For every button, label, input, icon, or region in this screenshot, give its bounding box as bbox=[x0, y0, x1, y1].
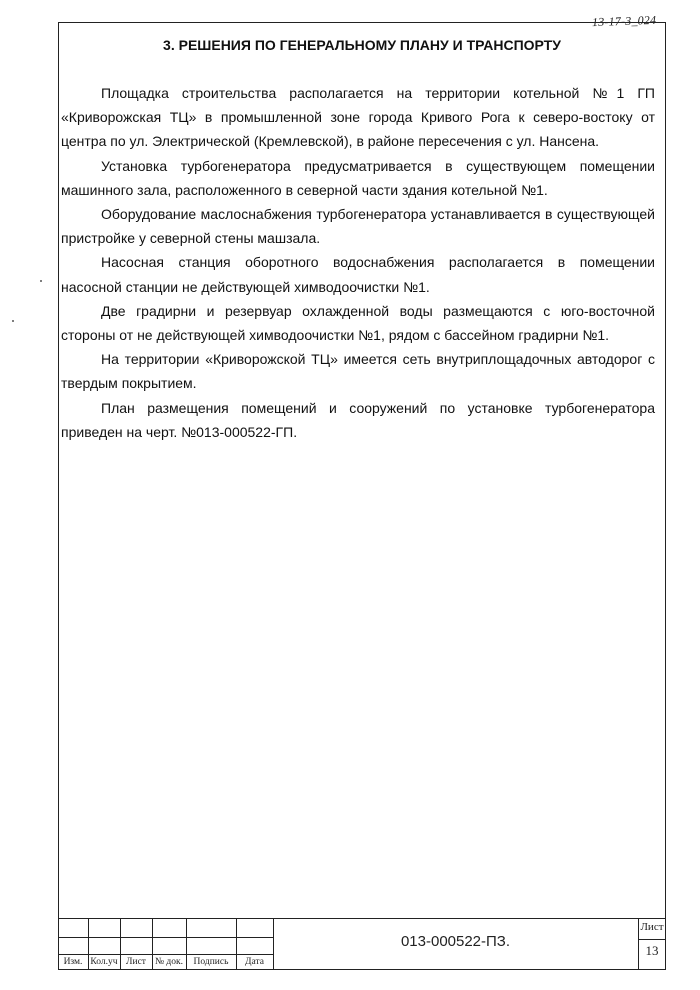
column-label-sheet: Лист bbox=[126, 957, 146, 967]
column-label-count: Кол.уч bbox=[90, 957, 118, 967]
paragraph: На территории «Криворожской ТЦ» имеется сеть внутриплощадочных автодорог с твердым покрытием. bbox=[61, 351, 655, 392]
title-block-row-line bbox=[58, 937, 273, 938]
paragraph: План размещения помещений и сооружений по установке турбогенератора приведен на черт. №013-000522-ГП. bbox=[61, 399, 655, 440]
document-number: 013-000522-ПЗ. bbox=[400, 933, 511, 950]
section-title: 3. РЕШЕНИЯ ПО ГЕНЕРАЛЬНОМУ ПЛАНУ И ТРАНСПОРТУ bbox=[163, 37, 561, 53]
column-label-doc-number: № док. bbox=[154, 957, 183, 967]
sheet-divider-line bbox=[638, 939, 666, 940]
title-block bbox=[58, 918, 666, 970]
paragraph: Оборудование маслоснабжения турбогенератора устанавливается в существующей пристройке у северной стены машзала. bbox=[61, 206, 655, 247]
column-label-signature: Подпись bbox=[193, 957, 229, 967]
paragraph: Насосная станция оборотного водоснабжения располагается в помещении насосной станции не действующей химводоочистки №1. bbox=[61, 254, 655, 295]
sheet-label: Лист bbox=[640, 921, 664, 933]
paragraph: Две градирни и резервуар охлажденной воды размещаются с юго-восточной стороны от не действующей химводоочистки №1, рядом с бассейном градирни №1. bbox=[61, 302, 655, 344]
archive-stamp: 13-17-3_024 bbox=[591, 12, 657, 30]
sheet-number: 13 bbox=[645, 943, 659, 958]
scan-speck bbox=[12, 320, 14, 322]
paragraph: Площадка строительства располагается на территории котельной №1 ГП «Криворожская ТЦ» в промышленной зоне города Кривого Рога к северо-востоку от центра по ул. Электрической (Кремлевской), в районе пересечения с ул. Нансена. bbox=[61, 85, 655, 150]
document-body bbox=[61, 81, 655, 444]
column-label-date: Дата bbox=[245, 957, 264, 967]
paragraph: Установка турбогенератора предусматривается в существующем помещении машинного зала, расположенного в северной части здания котельной №1. bbox=[61, 157, 655, 198]
column-label-change: Изм. bbox=[63, 957, 83, 967]
scan-speck bbox=[40, 280, 42, 282]
